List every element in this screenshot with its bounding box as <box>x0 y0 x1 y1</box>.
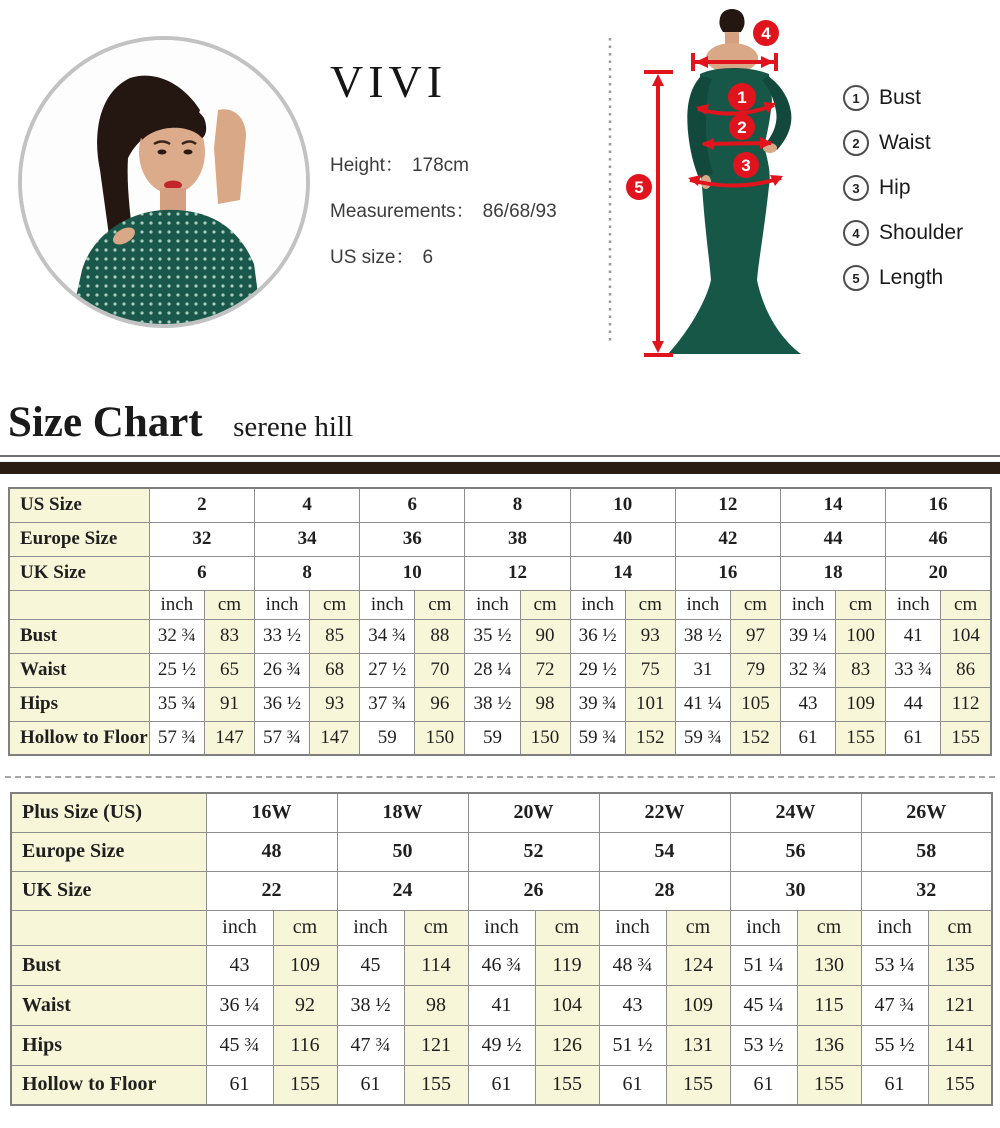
cm-value: 152 <box>730 721 780 755</box>
unit-inch-label: inch <box>886 590 941 619</box>
inch-value: 38 ½ <box>465 687 520 721</box>
svg-text:2: 2 <box>737 118 747 137</box>
size-value: 12 <box>465 556 570 590</box>
model-us-size <box>330 242 433 269</box>
table-header-row <box>9 488 991 522</box>
inch-value: 61 <box>781 721 836 755</box>
row-label: Waist <box>9 653 149 687</box>
inch-value: 59 <box>360 721 415 755</box>
cm-value: 86 <box>941 653 991 687</box>
cm-value: 112 <box>941 687 991 721</box>
cm-value: 79 <box>730 653 780 687</box>
size-value: 32 <box>861 871 992 910</box>
size-value: 6 <box>149 556 254 590</box>
brand-name: VIVI <box>330 56 448 107</box>
cm-value: 119 <box>535 945 599 985</box>
inch-value: 43 <box>599 985 666 1025</box>
us-size-label: US size： <box>330 247 415 268</box>
inch-value: 29 ½ <box>570 653 625 687</box>
unit-cm-label: cm <box>625 590 675 619</box>
cm-value: 105 <box>730 687 780 721</box>
model-illustration <box>22 40 306 324</box>
cm-value: 109 <box>273 945 337 985</box>
size-value: 6 <box>360 488 465 522</box>
cm-value: 147 <box>204 721 254 755</box>
inch-value: 28 ¼ <box>465 653 520 687</box>
inch-value: 53 ¼ <box>861 945 928 985</box>
cm-value: 155 <box>797 1065 861 1105</box>
inch-value: 61 <box>730 1065 797 1105</box>
brand-subtitle: serene hill <box>233 411 354 443</box>
row-label <box>11 910 206 945</box>
inch-value: 61 <box>861 1065 928 1105</box>
inch-value: 43 <box>206 945 273 985</box>
inch-value: 25 ½ <box>149 653 204 687</box>
inch-value: 46 ¾ <box>468 945 535 985</box>
inch-value: 37 ¾ <box>360 687 415 721</box>
unit-inch-label: inch <box>570 590 625 619</box>
inch-value: 45 ¾ <box>206 1025 273 1065</box>
cm-value: 96 <box>415 687 465 721</box>
unit-inch-label: inch <box>599 910 666 945</box>
cm-value: 141 <box>928 1025 992 1065</box>
size-value: 10 <box>360 556 465 590</box>
cm-value: 104 <box>535 985 599 1025</box>
inch-value: 38 ½ <box>675 619 730 653</box>
size-value: 32 <box>149 522 254 556</box>
size-value: 30 <box>730 871 861 910</box>
size-value: 36 <box>360 522 465 556</box>
unit-inch-label: inch <box>254 590 309 619</box>
model-height <box>330 150 469 177</box>
row-label: Hollow to Floor <box>11 1065 206 1105</box>
page-title: Size Chart <box>8 399 203 446</box>
circled-5-icon: 5 <box>843 265 869 291</box>
inch-value: 41 ¼ <box>675 687 730 721</box>
unit-cm-label: cm <box>204 590 254 619</box>
unit-inch-label: inch <box>861 910 928 945</box>
table-header-row <box>9 522 991 556</box>
size-value: 14 <box>781 488 886 522</box>
row-label: Europe Size <box>9 522 149 556</box>
cm-value: 98 <box>404 985 468 1025</box>
inch-value: 59 ¾ <box>675 721 730 755</box>
unit-inch-label: inch <box>149 590 204 619</box>
size-value: 34 <box>254 522 359 556</box>
size-value: 22 <box>206 871 337 910</box>
cm-value: 65 <box>204 653 254 687</box>
height-label: Height： <box>330 155 404 176</box>
inch-value: 48 ¾ <box>599 945 666 985</box>
table-row <box>9 619 991 653</box>
cm-value: 104 <box>941 619 991 653</box>
legend-label: Waist <box>879 131 931 154</box>
row-label <box>9 590 149 619</box>
legend-item-hip <box>843 174 963 202</box>
unit-cm-label: cm <box>415 590 465 619</box>
size-value: 24W <box>730 793 861 832</box>
unit-cm-label: cm <box>535 910 599 945</box>
inch-value: 41 <box>468 985 535 1025</box>
inch-value: 32 ¾ <box>781 653 836 687</box>
cm-value: 93 <box>310 687 360 721</box>
cm-value: 70 <box>415 653 465 687</box>
cm-value: 150 <box>520 721 570 755</box>
inch-value: 43 <box>781 687 836 721</box>
inch-value: 61 <box>337 1065 404 1105</box>
cm-value: 68 <box>310 653 360 687</box>
inch-value: 31 <box>675 653 730 687</box>
inch-value: 27 ½ <box>360 653 415 687</box>
size-value: 44 <box>781 522 886 556</box>
cm-value: 83 <box>836 653 886 687</box>
legend-label: Length <box>879 266 944 289</box>
table-row <box>11 1065 992 1105</box>
row-label: Bust <box>11 945 206 985</box>
size-value: 42 <box>675 522 780 556</box>
cm-value: 152 <box>625 721 675 755</box>
inch-value: 36 ¼ <box>206 985 273 1025</box>
size-value: 26 <box>468 871 599 910</box>
inch-value: 51 ¼ <box>730 945 797 985</box>
inch-value: 35 ¾ <box>149 687 204 721</box>
cm-value: 83 <box>204 619 254 653</box>
size-value: 8 <box>254 556 359 590</box>
size-value: 22W <box>599 793 730 832</box>
size-value: 14 <box>570 556 675 590</box>
inch-value: 36 ½ <box>570 619 625 653</box>
cm-value: 109 <box>666 985 730 1025</box>
size-value: 8 <box>465 488 570 522</box>
legend-item-length <box>843 264 963 292</box>
unit-cm-label: cm <box>273 910 337 945</box>
size-value: 50 <box>337 832 468 871</box>
size-value: 38 <box>465 522 570 556</box>
inch-value: 26 ¾ <box>254 653 309 687</box>
size-value: 18 <box>781 556 886 590</box>
row-label: UK Size <box>9 556 149 590</box>
size-value: 24 <box>337 871 468 910</box>
unit-inch-label: inch <box>675 590 730 619</box>
cm-value: 116 <box>273 1025 337 1065</box>
size-value: 16 <box>886 488 991 522</box>
inch-value: 57 ¾ <box>149 721 204 755</box>
size-chart-heading <box>8 398 353 447</box>
table-row <box>11 945 992 985</box>
cm-value: 93 <box>625 619 675 653</box>
inch-value: 53 ½ <box>730 1025 797 1065</box>
cm-value: 126 <box>535 1025 599 1065</box>
row-label: Plus Size (US) <box>11 793 206 832</box>
unit-inch-label: inch <box>206 910 273 945</box>
table-row <box>9 687 991 721</box>
row-label: Bust <box>9 619 149 653</box>
measurement-legend <box>843 84 963 309</box>
inch-value: 32 ¾ <box>149 619 204 653</box>
unit-inch-label: inch <box>781 590 836 619</box>
circled-4-icon: 4 <box>843 220 869 246</box>
row-label: Waist <box>11 985 206 1025</box>
table-row <box>11 1025 992 1065</box>
inch-value: 61 <box>468 1065 535 1105</box>
size-value: 40 <box>570 522 675 556</box>
size-value: 10 <box>570 488 675 522</box>
divider-thin-line <box>0 455 1000 457</box>
inch-value: 55 ½ <box>861 1025 928 1065</box>
inch-value: 45 <box>337 945 404 985</box>
row-label: Europe Size <box>11 832 206 871</box>
cm-value: 131 <box>666 1025 730 1065</box>
divider-thick-bar <box>0 461 1000 474</box>
inch-value: 47 ¾ <box>337 1025 404 1065</box>
inch-value: 61 <box>206 1065 273 1105</box>
unit-cm-label: cm <box>404 910 468 945</box>
cm-value: 109 <box>836 687 886 721</box>
cm-value: 88 <box>415 619 465 653</box>
table-header-row <box>9 556 991 590</box>
size-value: 56 <box>730 832 861 871</box>
size-value: 16W <box>206 793 337 832</box>
inch-value: 35 ½ <box>465 619 520 653</box>
inch-value: 41 <box>886 619 941 653</box>
measurements-value: 86/68/93 <box>482 201 557 222</box>
circled-1-icon: 1 <box>843 85 869 111</box>
unit-header-row <box>9 590 991 619</box>
size-value: 54 <box>599 832 730 871</box>
size-value: 20 <box>886 556 991 590</box>
unit-cm-label: cm <box>520 590 570 619</box>
inch-value: 34 ¾ <box>360 619 415 653</box>
unit-cm-label: cm <box>928 910 992 945</box>
unit-header-row <box>11 910 992 945</box>
cm-value: 155 <box>666 1065 730 1105</box>
inch-value: 39 ¼ <box>781 619 836 653</box>
legend-label: Shoulder <box>879 221 964 244</box>
unit-cm-label: cm <box>310 590 360 619</box>
standard-size-table <box>8 487 992 756</box>
circled-3-icon: 3 <box>843 175 869 201</box>
measurements-label: Measurements： <box>330 201 475 222</box>
cm-value: 97 <box>730 619 780 653</box>
cm-value: 135 <box>928 945 992 985</box>
legend-label: Hip <box>879 176 911 199</box>
cm-value: 150 <box>415 721 465 755</box>
unit-inch-label: inch <box>468 910 535 945</box>
cm-value: 121 <box>928 985 992 1025</box>
cm-value: 130 <box>797 945 861 985</box>
inch-value: 59 ¾ <box>570 721 625 755</box>
height-value: 178cm <box>411 155 469 176</box>
svg-text:3: 3 <box>741 156 751 175</box>
model-measurements <box>330 196 557 223</box>
unit-cm-label: cm <box>730 590 780 619</box>
cm-value: 155 <box>273 1065 337 1105</box>
unit-inch-label: inch <box>730 910 797 945</box>
cm-value: 92 <box>273 985 337 1025</box>
inch-value: 61 <box>599 1065 666 1105</box>
model-photo <box>18 36 310 328</box>
legend-item-shoulder <box>843 219 963 247</box>
inch-value: 38 ½ <box>337 985 404 1025</box>
cm-value: 115 <box>797 985 861 1025</box>
legend-label: Bust <box>879 86 922 109</box>
cm-value: 147 <box>310 721 360 755</box>
unit-cm-label: cm <box>941 590 991 619</box>
size-value: 20W <box>468 793 599 832</box>
cm-value: 72 <box>520 653 570 687</box>
cm-value: 100 <box>836 619 886 653</box>
row-label: US Size <box>9 488 149 522</box>
inch-value: 44 <box>886 687 941 721</box>
inch-value: 33 ½ <box>254 619 309 653</box>
size-value: 48 <box>206 832 337 871</box>
inch-value: 36 ½ <box>254 687 309 721</box>
legend-item-bust <box>843 84 963 112</box>
svg-text:1: 1 <box>737 88 747 107</box>
row-label: Hips <box>9 687 149 721</box>
inch-value: 61 <box>886 721 941 755</box>
cm-value: 90 <box>520 619 570 653</box>
cm-value: 101 <box>625 687 675 721</box>
inch-value: 59 <box>465 721 520 755</box>
size-value: 46 <box>886 522 991 556</box>
unit-cm-label: cm <box>836 590 886 619</box>
table-row <box>11 985 992 1025</box>
row-label: Hollow to Floor <box>9 721 149 755</box>
unit-inch-label: inch <box>337 910 404 945</box>
cm-value: 75 <box>625 653 675 687</box>
cm-value: 121 <box>404 1025 468 1065</box>
cm-value: 85 <box>310 619 360 653</box>
cm-value: 155 <box>535 1065 599 1105</box>
unit-cm-label: cm <box>666 910 730 945</box>
plus-size-table <box>10 792 993 1106</box>
size-value: 52 <box>468 832 599 871</box>
dashed-divider <box>5 776 995 778</box>
svg-text:5: 5 <box>634 178 644 197</box>
legend-item-waist <box>843 129 963 157</box>
size-value: 18W <box>337 793 468 832</box>
svg-text:4: 4 <box>761 24 771 43</box>
cm-value: 91 <box>204 687 254 721</box>
size-value: 4 <box>254 488 359 522</box>
size-value: 16 <box>675 556 780 590</box>
cm-value: 155 <box>836 721 886 755</box>
circled-2-icon: 2 <box>843 130 869 156</box>
inch-value: 39 ¾ <box>570 687 625 721</box>
inch-value: 47 ¾ <box>861 985 928 1025</box>
size-value: 12 <box>675 488 780 522</box>
cm-value: 124 <box>666 945 730 985</box>
unit-inch-label: inch <box>360 590 415 619</box>
inch-value: 51 ½ <box>599 1025 666 1065</box>
size-value: 28 <box>599 871 730 910</box>
inch-value: 49 ½ <box>468 1025 535 1065</box>
cm-value: 155 <box>928 1065 992 1105</box>
size-value: 26W <box>861 793 992 832</box>
inch-value: 33 ¾ <box>886 653 941 687</box>
cm-value: 98 <box>520 687 570 721</box>
us-size-value: 6 <box>422 247 434 268</box>
size-value: 2 <box>149 488 254 522</box>
cm-value: 155 <box>941 721 991 755</box>
table-header-row <box>11 793 992 832</box>
table-row <box>9 653 991 687</box>
unit-inch-label: inch <box>465 590 520 619</box>
table-row <box>9 721 991 755</box>
inch-value: 57 ¾ <box>254 721 309 755</box>
row-label: UK Size <box>11 871 206 910</box>
cm-value: 155 <box>404 1065 468 1105</box>
cm-value: 114 <box>404 945 468 985</box>
table-header-row <box>11 871 992 910</box>
unit-cm-label: cm <box>797 910 861 945</box>
cm-value: 136 <box>797 1025 861 1065</box>
inch-value: 45 ¼ <box>730 985 797 1025</box>
table-header-row <box>11 832 992 871</box>
size-value: 58 <box>861 832 992 871</box>
row-label: Hips <box>11 1025 206 1065</box>
